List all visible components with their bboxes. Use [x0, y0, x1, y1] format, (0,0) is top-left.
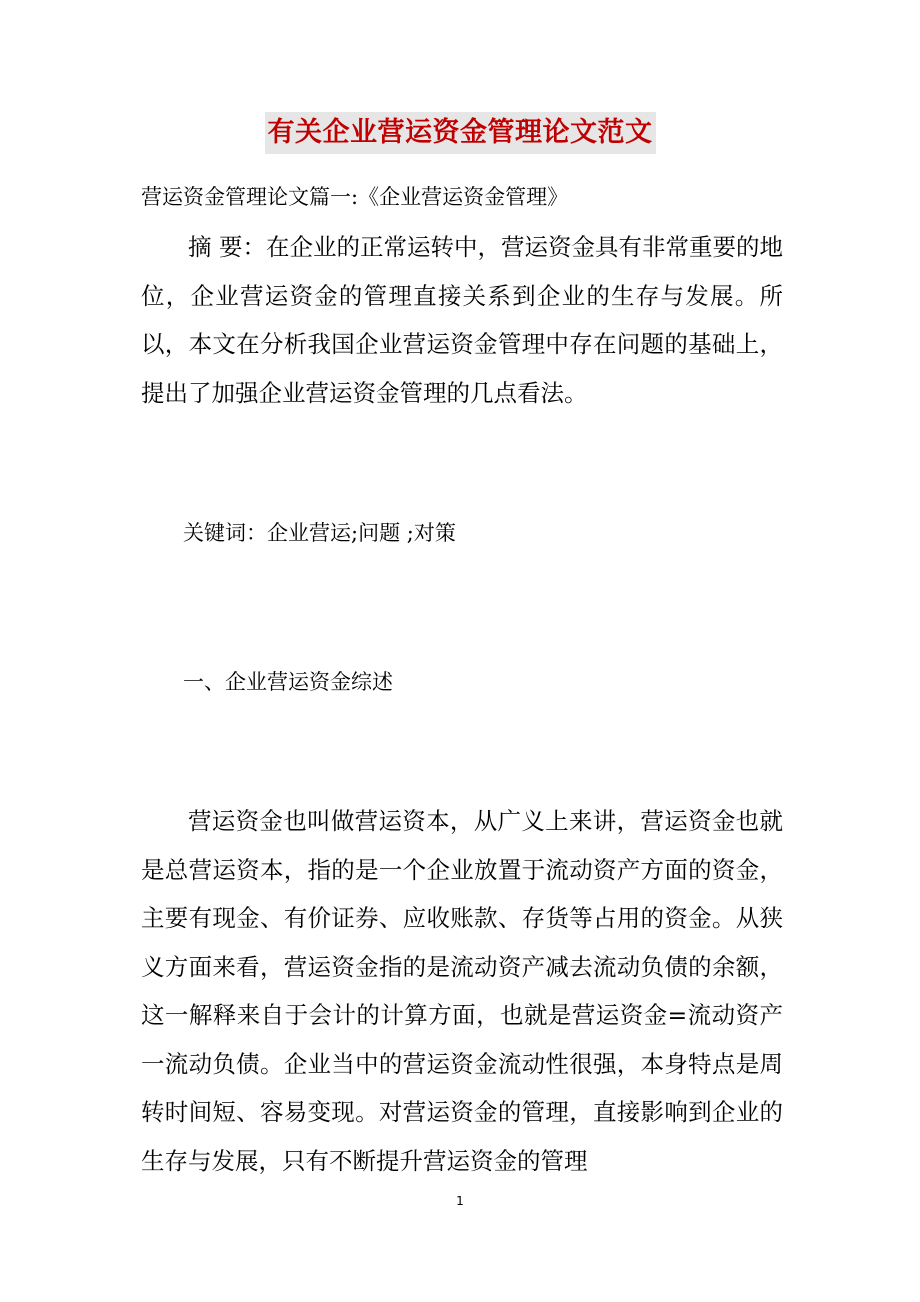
document-title: 有关企业营运资金管理论文范文: [265, 112, 656, 154]
abstract-paragraph: 摘 要：在企业的正常运转中，营运资金具有非常重要的地位，企业营运资金的管理直接关系到企业的生存与发展。所以，本文在分析我国企业营运资金管理中存在问题的基础上，提出了加强企业营运资金管理的几点看法。: [141, 233, 783, 407]
title-container: [0, 112, 920, 154]
section-heading: 一、企业营运资金综述: [183, 670, 393, 694]
article-subtitle: 营运资金管理论文篇一:《企业营运资金管理》: [141, 185, 569, 209]
keywords-line: 关键词：企业营运;问题 ;对策: [183, 521, 456, 545]
body-paragraph: 营运资金也叫做营运资本，从广义上来讲，营运资金也就是总营运资本，指的是一个企业放置于流动资产方面的资金，主要有现金、有价证券、应收账款、存货等占用的资金。从狭义方面来看，营运资金指的是流动资产减去流动负债的余额，这一解释来自于会计的计算方面，也就是营运资金=流动资产一流动负债。企业当中的营运资金流动性很强，本身特点是周转时间短、容易变现。对营运资金的管理，直接影响到企业的生存与发展，只有不断提升营运资金的管理: [141, 807, 783, 1175]
page-number: 1: [456, 1194, 464, 1208]
